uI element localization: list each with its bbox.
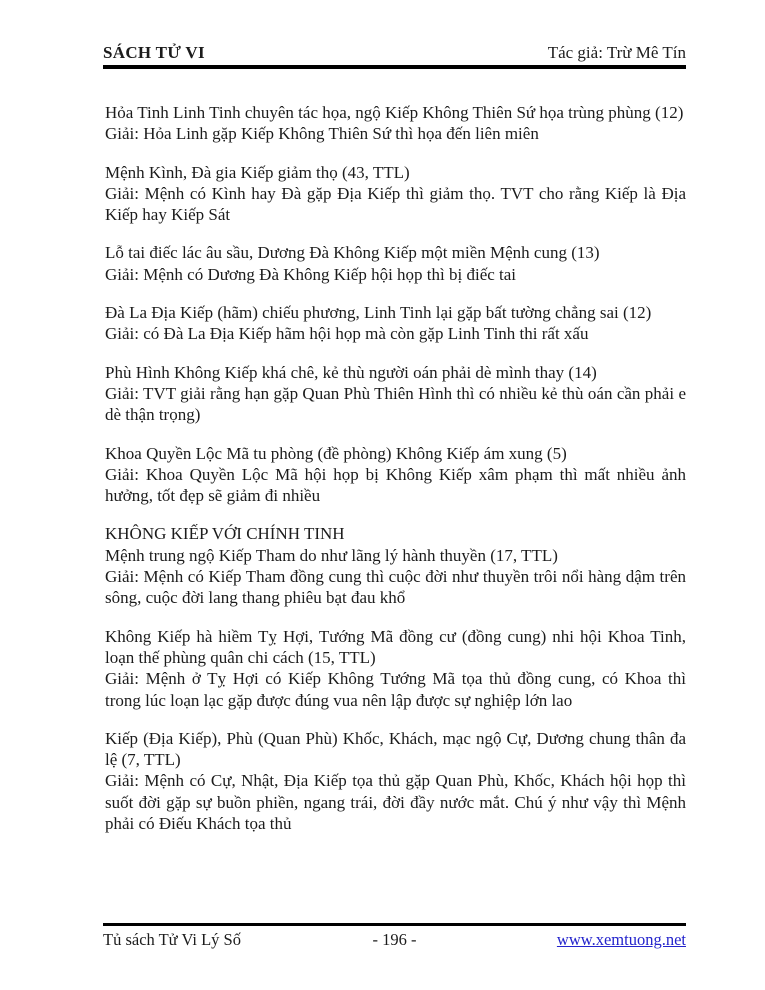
- verse-text: Lỗ tai điếc lác âu sầu, Dương Đà Không Kiếp một miền Mệnh cung (13): [105, 243, 600, 263]
- verse-text: Kiếp (Địa Kiếp), Phù (Quan Phù) Khốc, Khách, mạc ngộ Cự, Dương chung thân đa lệ (7, TTL): [105, 728, 686, 770]
- section-block: [105, 728, 686, 834]
- giai-text: Giải: Mệnh có Kiếp Tham đồng cung thì cuộc đời như thuyền trôi nổi hàng dậm trên sông, cuộc đời lang thang phiêu bạt đau khổ: [105, 567, 686, 608]
- page-footer: [103, 929, 686, 950]
- giai-text: Giải: Hỏa Linh gặp Kiếp Không Thiên Sứ thì họa đến liên miên: [105, 124, 539, 144]
- page-number: - 196 -: [372, 930, 417, 949]
- giai-text: Giải: Mệnh có Kình hay Đà gặp Địa Kiếp thì giảm thọ. TVT cho rằng Kiếp là Địa Kiếp hay Kiếp Sát: [105, 183, 686, 225]
- section-block: [105, 362, 686, 426]
- section-block: [105, 626, 686, 711]
- section-block: [105, 302, 686, 345]
- verse-text: Mệnh trung ngộ Kiếp Tham do như lãng lý hành thuyền (17, TTL): [105, 545, 558, 565]
- giai-text: Giải: Mệnh có Cự, Nhật, Địa Kiếp tọa thủ gặp Quan Phù, Khốc, Khách hội họp thì suốt đời gặp sự buồn phiền, ngang trái, đời đầy nước mắt. Chú ý như vậy thì Mệnh phải có Điếu Khách tọa thủ: [105, 771, 686, 834]
- header-rule: [103, 65, 686, 69]
- section-block: [105, 242, 686, 285]
- website-link[interactable]: www.xemtuong.net: [556, 930, 686, 949]
- section-heading: KHÔNG KIẾP VỚI CHÍNH TINH: [105, 524, 345, 544]
- section-block: [105, 545, 686, 609]
- verse-text: Không Kiếp hà hiềm Tỵ Hợi, Tướng Mã đồng cư (đồng cung) nhi hội Khoa Tinh, loạn thế phùng quân chi cách (15, TTL): [105, 626, 686, 667]
- verse-text: Phù Hình Không Kiếp khá chê, kẻ thù người oán phải dè mình thay (14): [105, 362, 597, 382]
- giai-text: Giải: Mệnh có Dương Đà Không Kiếp hội họp thì bị điếc tai: [105, 264, 517, 284]
- giai-text: Giải: có Đà La Địa Kiếp hãm hội họp mà còn gặp Linh Tinh thi rất xấu: [105, 324, 589, 344]
- page-header: [103, 42, 686, 63]
- book-title: SÁCH TỬ VI: [103, 43, 205, 62]
- verse-text: Mệnh Kình, Đà gia Kiếp giảm thọ (43, TTL): [105, 162, 410, 182]
- giai-text: Giải: TVT giải rằng hạn gặp Quan Phù Thiên Hình thì có nhiều kẻ thù oán cần phải e dè thận trọng): [105, 383, 686, 425]
- footer-book-series: Tủ sách Tử Vi Lý Số: [103, 930, 241, 949]
- section-block: [105, 162, 686, 226]
- verse-text: Hỏa Tinh Linh Tinh chuyên tác họa, ngộ Kiếp Không Thiên Sứ họa trùng phùng (12): [105, 103, 684, 122]
- verse-text: Khoa Quyền Lộc Mã tu phòng (đề phòng) Không Kiếp ám xung (5): [105, 443, 567, 463]
- footer-rule: [103, 923, 686, 926]
- page-body: [105, 102, 686, 851]
- section-block: [105, 102, 686, 145]
- section-block: [105, 443, 686, 507]
- author-credit: Tác giả: Trừ Mê Tín: [547, 43, 686, 62]
- verse-text: Đà La Địa Kiếp (hãm) chiếu phương, Linh Tinh lại gặp bất tường chẳng sai (12): [105, 303, 652, 323]
- giai-text: Giải: Mệnh ở Tỵ Hợi có Kiếp Không Tướng Mã tọa thủ đồng cung, có Khoa thì trong lúc loạn lạc gặp được đúng vua nên lập được sự nghiệp lớn lao: [105, 669, 686, 710]
- giai-text: Giải: Khoa Quyền Lộc Mã hội họp bị Không Kiếp xâm phạm thì mất nhiều ảnh hưởng, tốt đẹp sẽ giảm đi nhiều: [105, 464, 686, 506]
